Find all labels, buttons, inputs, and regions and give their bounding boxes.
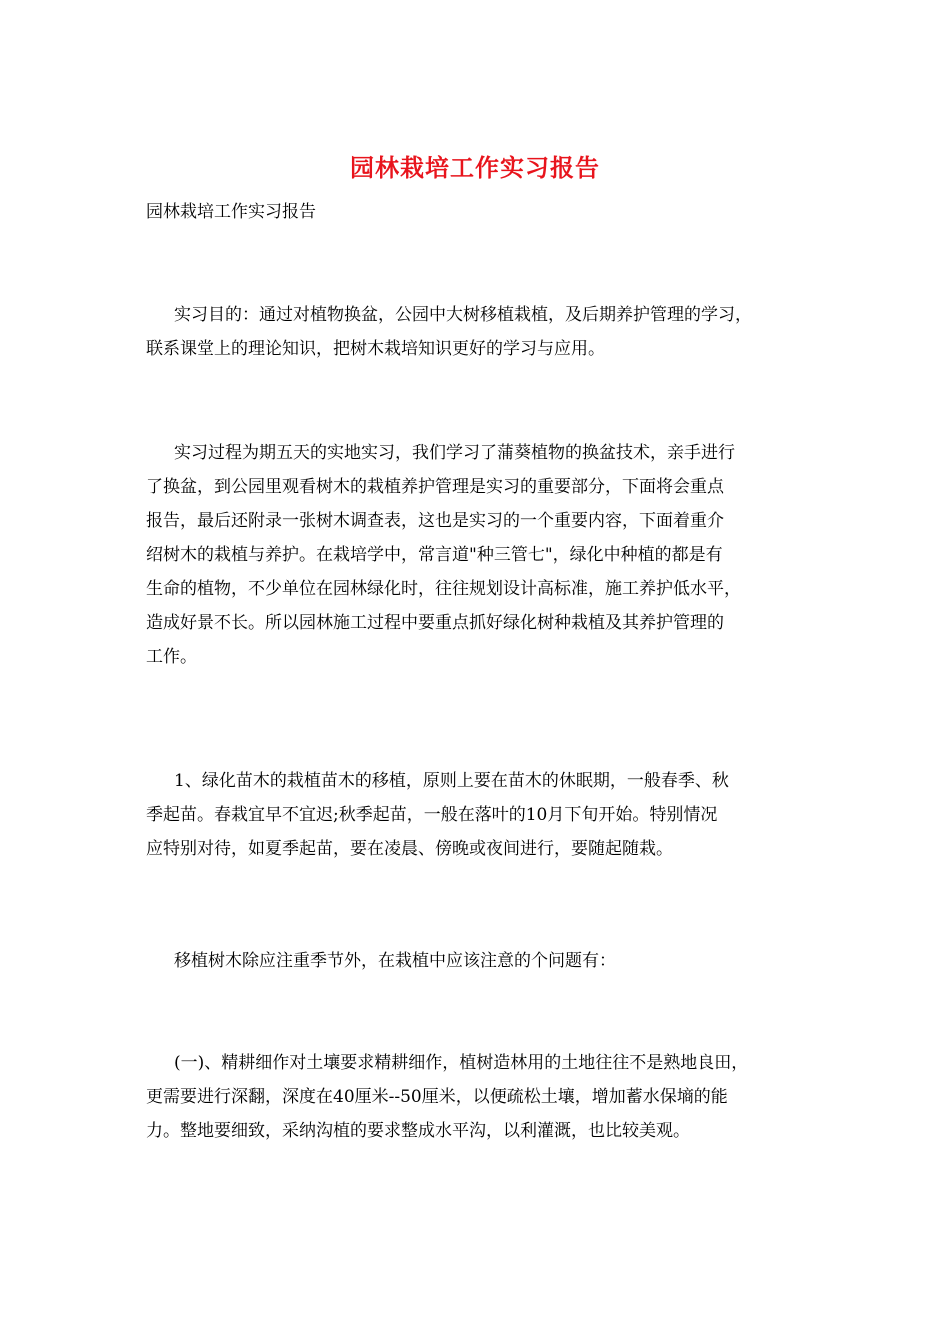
paragraph-line: 了换盆，到公园里观看树木的栽植养护管理是实习的重要部分，下面将会重点 [146, 477, 724, 497]
paragraph-line: 力。整地要细致，采纳沟植的要求整成水平沟，以利灌溉，也比较美观。 [146, 1121, 690, 1141]
paragraph-line: 工作。 [146, 647, 197, 667]
paragraph-line: 实习目的：通过对植物换盆，公园中大树移植栽植，及后期养护管理的学习， [174, 305, 752, 325]
paragraph-line: 联系课堂上的理论知识，把树木栽培知识更好的学习与应用。 [146, 339, 605, 359]
paragraph-line: (一)、精耕细作对土壤要求精耕细作，植树造林用的土地往往不是熟地良田， [174, 1053, 749, 1073]
paragraph-line: 更需要进行深翻，深度在40厘米--50厘米，以便疏松土壤，增加蓄水保墒的能 [146, 1087, 728, 1107]
paragraph-line: 造成好景不长。所以园林施工过程中要重点抓好绿化树种栽植及其养护管理的 [146, 613, 724, 633]
paragraph-line: 报告，最后还附录一张树木调查表，这也是实习的一个重要内容，下面着重介 [146, 511, 724, 531]
paragraph-soil [146, 1046, 846, 1148]
paragraph-line: 生命的植物，不少单位在园林绿化时，往往规划设计高标准，施工养护低水平， [146, 579, 741, 599]
paragraph-transplant [146, 764, 846, 866]
document-subtitle: 园林栽培工作实习报告 [146, 202, 316, 222]
document-title: 园林栽培工作实习报告 [350, 153, 600, 182]
paragraph-process [146, 436, 846, 674]
paragraph-line: 季起苗。春栽宜早不宜迟;秋季起苗，一般在落叶的10月下旬开始。特别情况 [146, 805, 718, 825]
paragraph-line: 绍树木的栽植与养护。在栽培学中，常言道"种三管七"，绿化中种植的都是有 [146, 545, 723, 565]
paragraph-issues-intro [146, 944, 846, 978]
paragraph-line: 实习过程为期五天的实地实习，我们学习了蒲葵植物的换盆技术，亲手进行 [174, 443, 735, 463]
paragraph-line: 移植树木除应注重季节外，在栽植中应该注意的个问题有： [174, 951, 616, 971]
paragraph-purpose [146, 298, 846, 366]
paragraph-line: 1、绿化苗木的栽植苗木的移植，原则上要在苗木的休眠期，一般春季、秋 [174, 771, 729, 791]
paragraph-line: 应特别对待，如夏季起苗，要在凌晨、傍晚或夜间进行，要随起随栽。 [146, 839, 673, 859]
